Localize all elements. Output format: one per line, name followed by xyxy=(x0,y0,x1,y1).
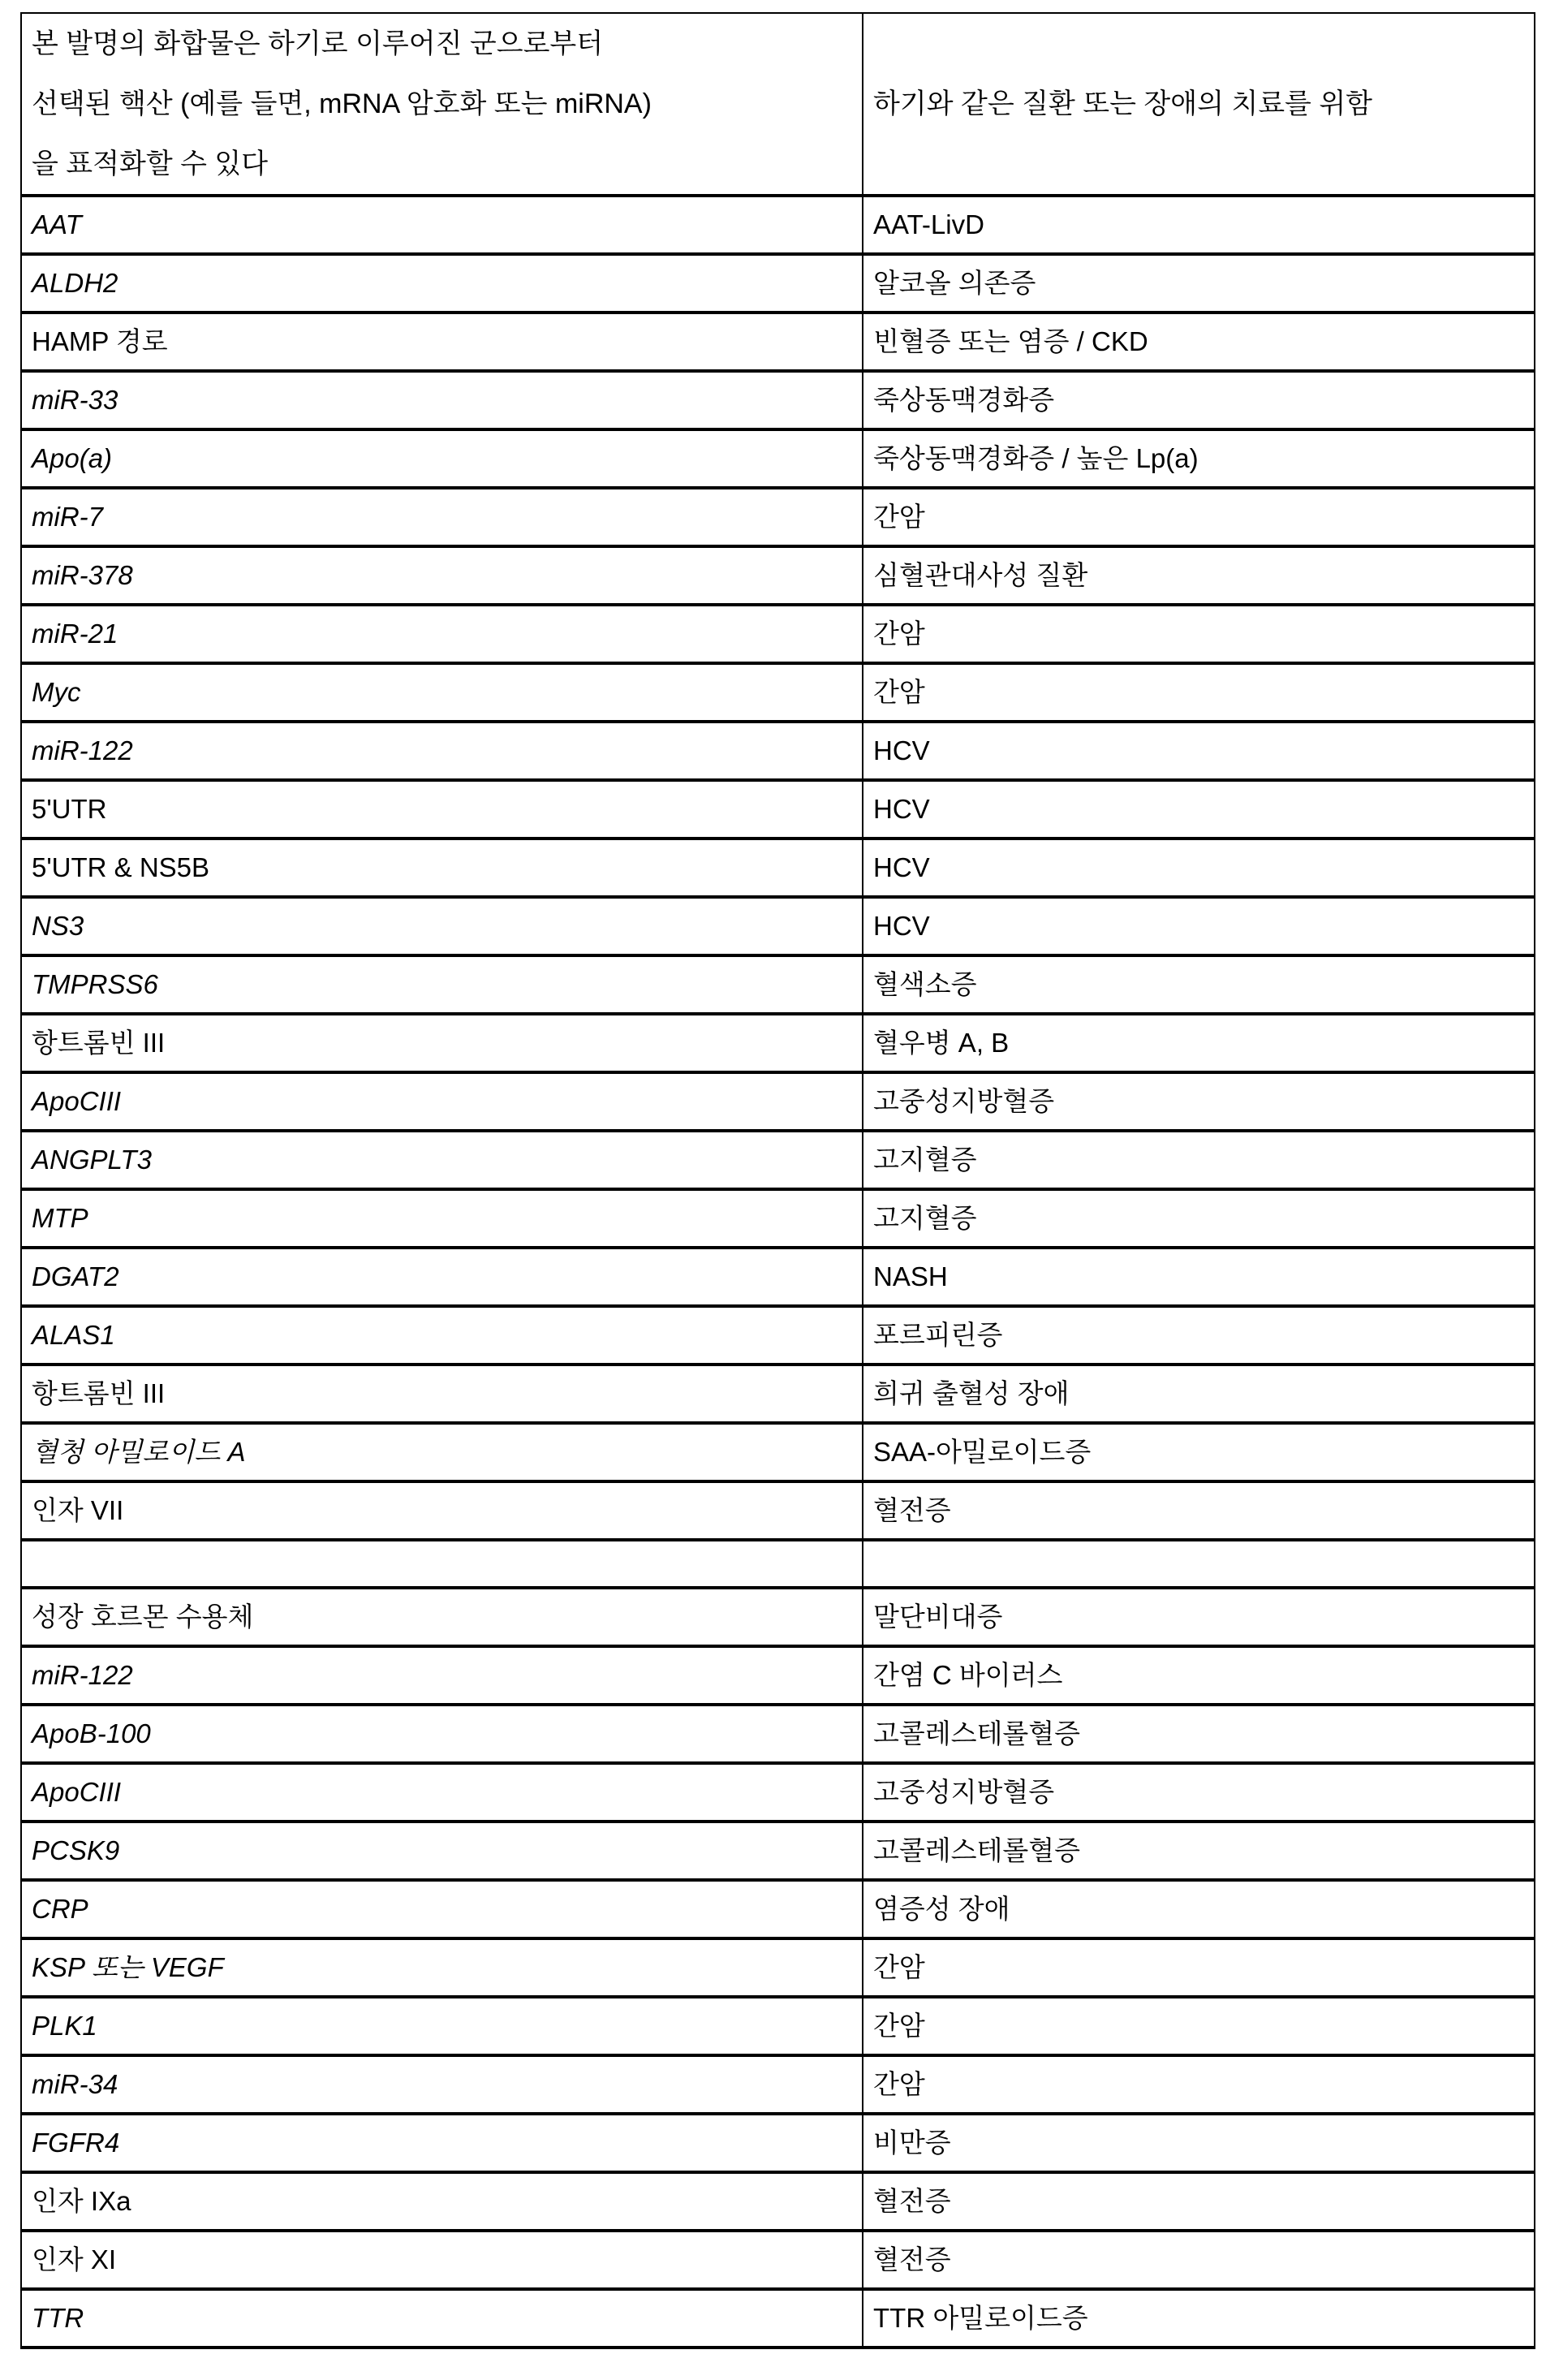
table-row xyxy=(21,2289,1535,2348)
disease-cell: 간암 xyxy=(863,2055,1535,2114)
target-cell: ALDH2 xyxy=(21,254,863,313)
table-row xyxy=(21,1423,1535,1481)
table-row xyxy=(21,488,1535,546)
disease-cell: 혈색소증 xyxy=(863,955,1535,1014)
header-row xyxy=(21,13,1535,196)
table-row xyxy=(21,605,1535,663)
table-row xyxy=(21,1306,1535,1365)
disease-cell: HCV xyxy=(863,897,1535,955)
table-row xyxy=(21,546,1535,605)
disease-cell: 죽상동맥경화증 xyxy=(863,371,1535,429)
disease-cell: AAT-LivD xyxy=(863,196,1535,254)
table-row xyxy=(21,1014,1535,1072)
disease-cell: 간염 C 바이러스 xyxy=(863,1646,1535,1705)
table-row xyxy=(21,663,1535,722)
target-cell: 인자 IXa xyxy=(21,2172,863,2231)
disease-cell: HCV xyxy=(863,722,1535,780)
disease-cell: 죽상동맥경화증 / 높은 Lp(a) xyxy=(863,429,1535,488)
disease-cell: HCV xyxy=(863,780,1535,839)
table-row xyxy=(21,1365,1535,1423)
target-cell: miR-34 xyxy=(21,2055,863,2114)
table-row xyxy=(21,2114,1535,2172)
table-row xyxy=(21,254,1535,313)
target-cell: 항트롬빈 III xyxy=(21,1365,863,1423)
table-row xyxy=(21,1189,1535,1248)
table-row xyxy=(21,371,1535,429)
target-cell: FGFR4 xyxy=(21,2114,863,2172)
disease-cell: 염증성 장애 xyxy=(863,1880,1535,1938)
disease-cell: SAA-아밀로이드증 xyxy=(863,1423,1535,1481)
target-cell: AAT xyxy=(21,196,863,254)
table-row xyxy=(21,1588,1535,1646)
disease-cell: 말단비대증 xyxy=(863,1588,1535,1646)
disease-cell: 고콜레스테롤혈증 xyxy=(863,1705,1535,1763)
target-cell: NS3 xyxy=(21,897,863,955)
target-cell: ANGPLT3 xyxy=(21,1131,863,1189)
disease-cell: 혈전증 xyxy=(863,1481,1535,1540)
header-disease-column: 하기와 같은 질환 또는 장애의 치료를 위함 xyxy=(863,13,1535,196)
table-row xyxy=(21,2231,1535,2289)
target-cell: 인자 VII xyxy=(21,1481,863,1540)
table-row xyxy=(21,780,1535,839)
table-row xyxy=(21,1646,1535,1705)
table-row xyxy=(21,196,1535,254)
disease-cell: 혈전증 xyxy=(863,2231,1535,2289)
table-row xyxy=(21,429,1535,488)
target-cell: TTR xyxy=(21,2289,863,2348)
header-target-column: 본 발명의 화합물은 하기로 이루어진 군으로부터 선택된 핵산 (예를 들면, mRNA 암호화 또는 miRNA) 을 표적화할 수 있다 xyxy=(21,13,863,196)
target-cell xyxy=(21,1540,863,1588)
table-row xyxy=(21,1481,1535,1540)
disease-cell: 간암 xyxy=(863,663,1535,722)
table-row xyxy=(21,1880,1535,1938)
target-cell: DGAT2 xyxy=(21,1248,863,1306)
table-row xyxy=(21,1822,1535,1880)
disease-cell: 고지혈증 xyxy=(863,1131,1535,1189)
target-cell: 인자 XI xyxy=(21,2231,863,2289)
table-row xyxy=(21,1248,1535,1306)
target-cell: ApoB-100 xyxy=(21,1705,863,1763)
table-row xyxy=(21,1072,1535,1131)
target-cell: 5'UTR & NS5B xyxy=(21,839,863,897)
target-cell: 성장 호르몬 수용체 xyxy=(21,1588,863,1646)
disease-cell: 고콜레스테롤혈증 xyxy=(863,1822,1535,1880)
disease-cell: 고지혈증 xyxy=(863,1189,1535,1248)
table-row xyxy=(21,1997,1535,2055)
target-cell: miR-21 xyxy=(21,605,863,663)
target-cell: PLK1 xyxy=(21,1997,863,2055)
target-cell: miR-33 xyxy=(21,371,863,429)
disease-cell: HCV xyxy=(863,839,1535,897)
disease-cell: 혈우병 A, B xyxy=(863,1014,1535,1072)
target-cell: PCSK9 xyxy=(21,1822,863,1880)
table-row xyxy=(21,1705,1535,1763)
table-row xyxy=(21,2055,1535,2114)
target-cell: 5'UTR xyxy=(21,780,863,839)
target-cell: 항트롬빈 III xyxy=(21,1014,863,1072)
disease-cell: 빈혈증 또는 염증 / CKD xyxy=(863,313,1535,371)
target-disease-table xyxy=(20,12,1535,2349)
disease-cell: 희귀 출혈성 장애 xyxy=(863,1365,1535,1423)
target-cell: ALAS1 xyxy=(21,1306,863,1365)
target-cell: 혈청 아밀로이드 A xyxy=(21,1423,863,1481)
disease-cell: 간암 xyxy=(863,488,1535,546)
table-row xyxy=(21,313,1535,371)
table-row xyxy=(21,955,1535,1014)
empty-row xyxy=(21,1540,1535,1588)
disease-cell: 포르피린증 xyxy=(863,1306,1535,1365)
disease-cell: 간암 xyxy=(863,1938,1535,1997)
disease-cell: 심혈관대사성 질환 xyxy=(863,546,1535,605)
target-cell: miR-7 xyxy=(21,488,863,546)
target-cell: ApoCIII xyxy=(21,1763,863,1822)
target-cell: MTP xyxy=(21,1189,863,1248)
disease-cell: 고중성지방혈증 xyxy=(863,1763,1535,1822)
table-row xyxy=(21,1938,1535,1997)
table-row xyxy=(21,1763,1535,1822)
target-cell: miR-378 xyxy=(21,546,863,605)
disease-cell: 고중성지방혈증 xyxy=(863,1072,1535,1131)
disease-cell: 혈전증 xyxy=(863,2172,1535,2231)
disease-cell: 알코올 의존증 xyxy=(863,254,1535,313)
table-body xyxy=(21,196,1535,2348)
disease-cell: TTR 아밀로이드증 xyxy=(863,2289,1535,2348)
target-cell: miR-122 xyxy=(21,1646,863,1705)
table-row xyxy=(21,839,1535,897)
target-cell: Myc xyxy=(21,663,863,722)
target-cell: Apo(a) xyxy=(21,429,863,488)
table-row xyxy=(21,897,1535,955)
table-header xyxy=(21,13,1535,196)
disease-cell: 간암 xyxy=(863,605,1535,663)
disease-cell: NASH xyxy=(863,1248,1535,1306)
target-cell: KSP 또는 VEGF xyxy=(21,1938,863,1997)
table-row xyxy=(21,722,1535,780)
disease-cell xyxy=(863,1540,1535,1588)
target-cell: miR-122 xyxy=(21,722,863,780)
table-row xyxy=(21,2172,1535,2231)
target-cell: ApoCIII xyxy=(21,1072,863,1131)
target-cell: CRP xyxy=(21,1880,863,1938)
target-cell: HAMP 경로 xyxy=(21,313,863,371)
target-cell: TMPRSS6 xyxy=(21,955,863,1014)
disease-cell: 간암 xyxy=(863,1997,1535,2055)
disease-cell: 비만증 xyxy=(863,2114,1535,2172)
table-row xyxy=(21,1131,1535,1189)
